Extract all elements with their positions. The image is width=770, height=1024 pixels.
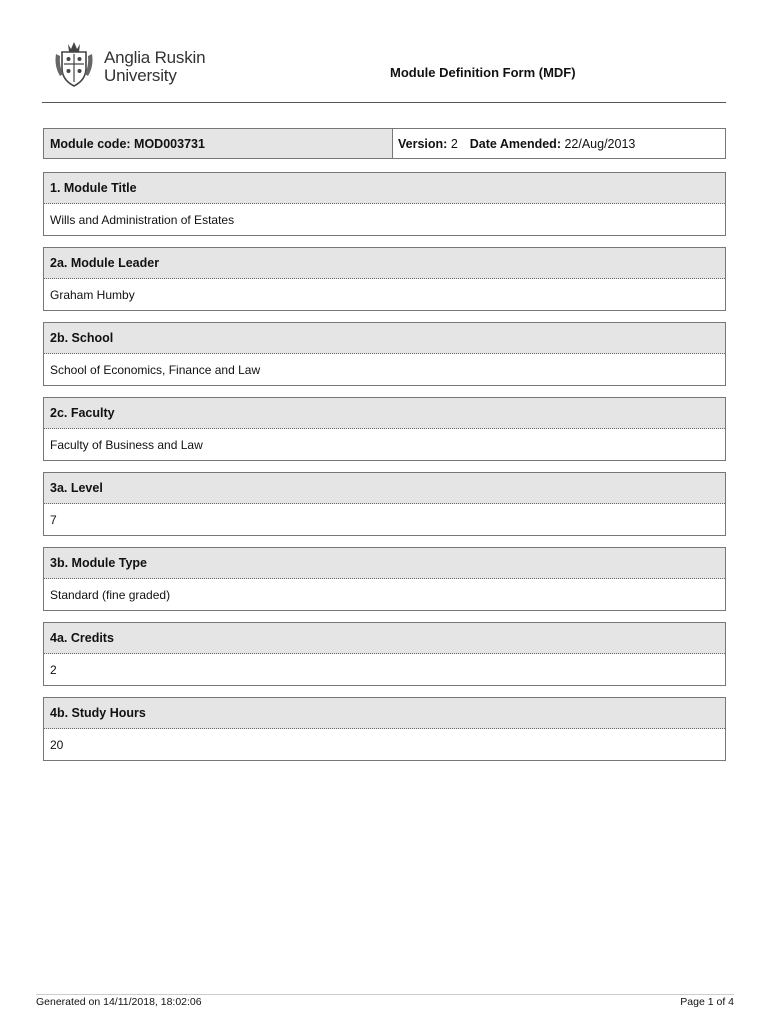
section-value: Standard (fine graded)	[50, 587, 171, 602]
section-study-hours	[43, 697, 726, 761]
section-level	[43, 472, 726, 536]
section-label: 2a. Module Leader	[44, 248, 725, 279]
section-label: 4b. Study Hours	[44, 698, 725, 729]
section-label: 4a. Credits	[44, 623, 725, 654]
module-code-cell	[44, 129, 393, 158]
section-value: 20	[50, 737, 64, 752]
section-module-leader	[43, 247, 726, 311]
section-value: Faculty of Business and Law	[50, 437, 203, 452]
form-title: Module Definition Form (MDF)	[390, 65, 576, 80]
section-value: 2	[50, 662, 57, 677]
section-label: 2b. School	[44, 323, 725, 354]
date-amended-value: 22/Aug/2013	[564, 136, 636, 151]
footer-divider	[36, 994, 734, 995]
page-number: Page 1 of 4	[680, 996, 734, 1008]
section-label: 1. Module Title	[44, 173, 725, 204]
section-credits	[43, 622, 726, 686]
module-code-row	[43, 128, 726, 159]
university-logo	[54, 38, 224, 90]
section-label: 2c. Faculty	[44, 398, 725, 429]
university-name: Anglia Ruskin University	[104, 48, 206, 85]
section-value: Graham Humby	[50, 287, 135, 302]
version-value: 2	[450, 136, 458, 151]
section-school	[43, 322, 726, 386]
section-value: Wills and Administration of Estates	[50, 212, 235, 227]
generated-timestamp: Generated on 14/11/2018, 18:02:06	[36, 996, 202, 1008]
section-value: School of Economics, Finance and Law	[50, 362, 261, 377]
version-label: Version:	[398, 136, 448, 151]
module-code-value: MOD003731	[134, 136, 205, 151]
date-amended-label: Date Amended:	[469, 136, 561, 151]
header-divider	[42, 102, 726, 103]
section-value: 7	[50, 512, 57, 527]
section-faculty	[43, 397, 726, 461]
version-cell	[393, 129, 725, 158]
section-label: 3b. Module Type	[44, 548, 725, 579]
module-code-label: Module code:	[50, 136, 131, 151]
crest-icon	[54, 38, 94, 88]
section-module-type	[43, 547, 726, 611]
section-label: 3a. Level	[44, 473, 725, 504]
section-module-title	[43, 172, 726, 236]
